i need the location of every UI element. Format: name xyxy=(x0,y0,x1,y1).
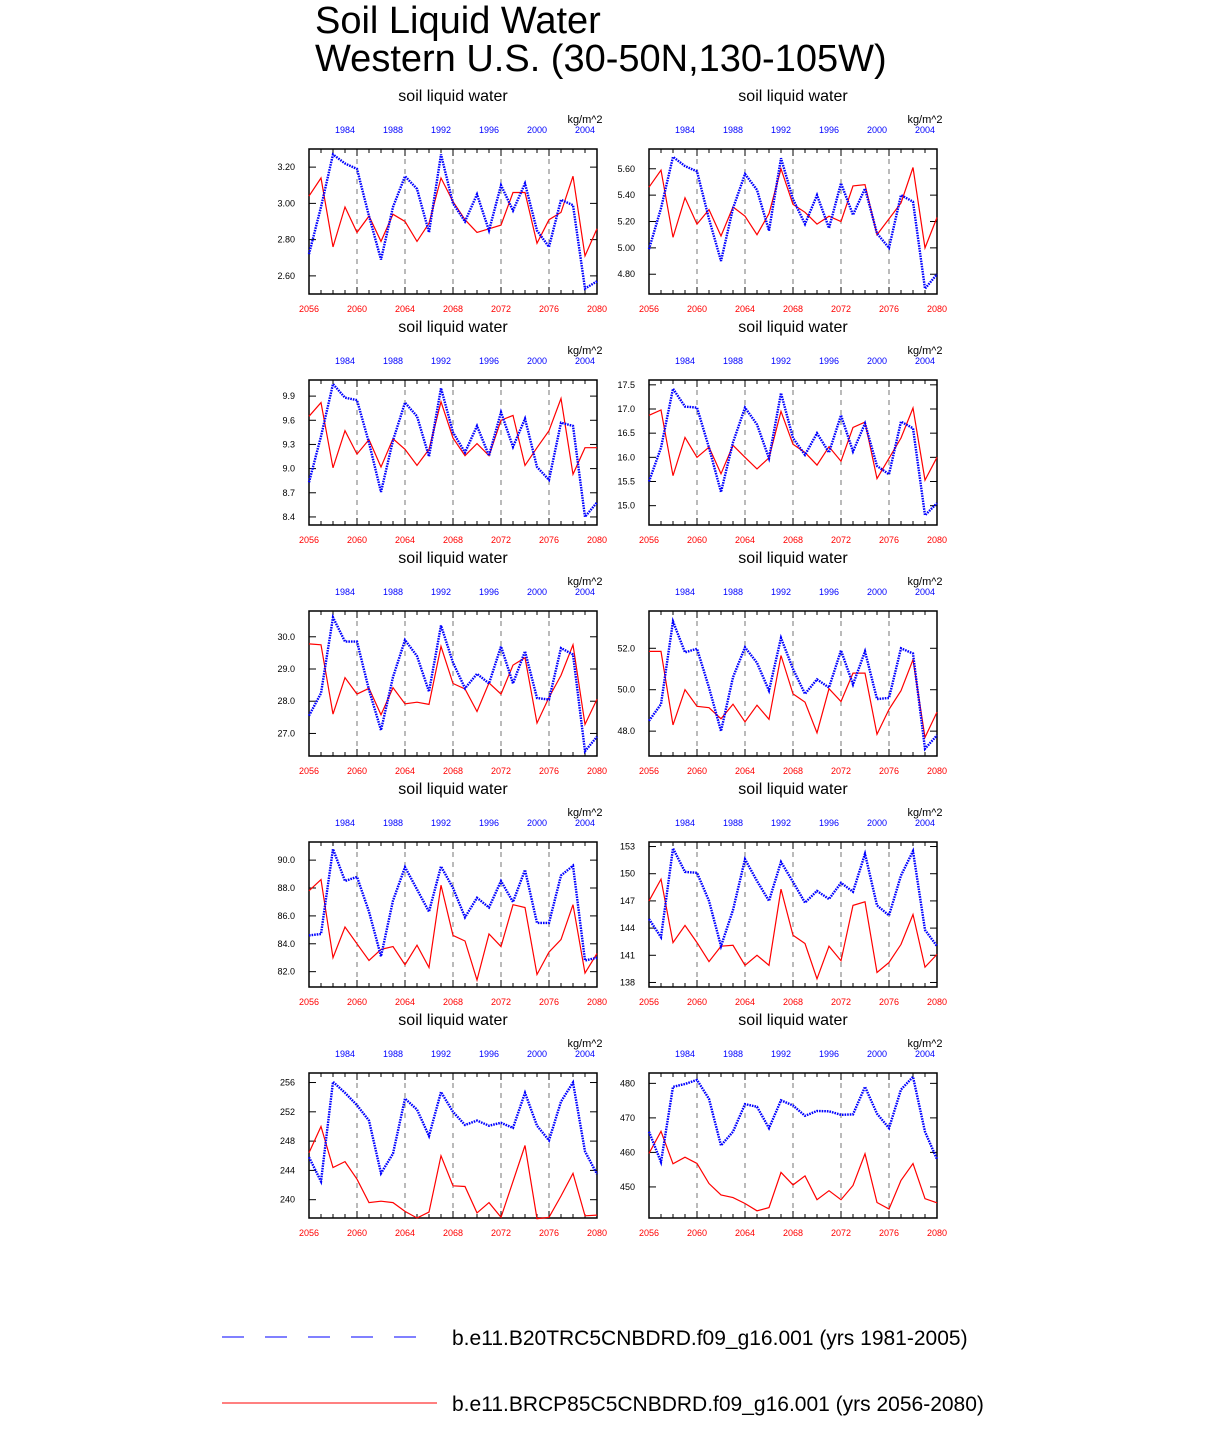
panel-title: soil liquid water xyxy=(398,319,508,336)
y-tick-label: 147 xyxy=(619,895,635,906)
x-tick-label-bottom: 2076 xyxy=(538,997,560,1007)
y-tick-label: 48.0 xyxy=(617,726,635,737)
x-tick-label-top: 1996 xyxy=(818,356,840,366)
x-tick-label-bottom: 2064 xyxy=(394,535,416,545)
x-tick-label-top: 2004 xyxy=(574,587,596,597)
panel-title: soil liquid water xyxy=(738,319,848,336)
x-tick-label-top: 1992 xyxy=(430,818,452,828)
x-tick-label-bottom: 2072 xyxy=(490,535,512,545)
x-tick-label-bottom: 2056 xyxy=(638,997,660,1007)
x-tick-label-top: 1988 xyxy=(382,125,404,135)
legend-label-historical: b.e11.B20TRC5CNBDRD.f09_g16.001 (yrs 1981-2005) xyxy=(452,1327,968,1350)
y-tick-label: 252 xyxy=(279,1106,295,1117)
y-tick-label: 138 xyxy=(619,977,635,988)
x-tick-label-bottom: 2056 xyxy=(638,1228,660,1238)
x-tick-label-bottom: 2068 xyxy=(782,766,804,776)
x-tick-label-top: 1992 xyxy=(430,1049,452,1059)
x-tick-label-bottom: 2068 xyxy=(782,997,804,1007)
x-tick-label-bottom: 2064 xyxy=(734,997,756,1007)
x-tick-label-top: 1984 xyxy=(674,587,696,597)
legend-label-future: b.e11.BRCP85C5CNBDRD.f09_g16.001 (yrs 2056-2080) xyxy=(452,1393,984,1416)
x-tick-label-bottom: 2068 xyxy=(782,304,804,314)
x-tick-label-bottom: 2080 xyxy=(586,535,608,545)
x-tick-label-bottom: 2072 xyxy=(830,1228,852,1238)
x-tick-label-bottom: 2064 xyxy=(734,1228,756,1238)
x-tick-label-top: 2000 xyxy=(526,818,548,828)
x-tick-label-bottom: 2080 xyxy=(586,766,608,776)
x-tick-label-bottom: 2080 xyxy=(586,304,608,314)
x-tick-label-bottom: 2068 xyxy=(442,1228,464,1238)
y-tick-label: 27.0 xyxy=(277,728,295,739)
y-tick-label: 240 xyxy=(279,1194,295,1205)
x-tick-label-top: 1984 xyxy=(674,818,696,828)
units-label: kg/m^2 xyxy=(567,807,603,819)
y-tick-label: 9.3 xyxy=(282,439,295,450)
x-tick-label-top: 2000 xyxy=(526,587,548,597)
x-tick-label-bottom: 2072 xyxy=(490,766,512,776)
y-tick-label: 15.5 xyxy=(617,476,635,487)
panel-title: soil liquid water xyxy=(398,88,508,105)
y-tick-label: 256 xyxy=(279,1077,295,1088)
units-label: kg/m^2 xyxy=(907,345,943,357)
x-tick-label-bottom: 2072 xyxy=(830,997,852,1007)
x-tick-label-top: 2004 xyxy=(914,125,936,135)
x-tick-label-bottom: 2056 xyxy=(638,304,660,314)
y-tick-label: 3.00 xyxy=(277,198,295,209)
x-tick-label-bottom: 2076 xyxy=(878,535,900,545)
x-tick-label-bottom: 2080 xyxy=(926,304,948,314)
x-tick-label-bottom: 2056 xyxy=(298,766,320,776)
y-tick-label: 30.0 xyxy=(277,631,295,642)
y-tick-label: 4.80 xyxy=(617,269,635,280)
x-tick-label-top: 1988 xyxy=(382,356,404,366)
x-tick-label-top: 2004 xyxy=(574,818,596,828)
x-tick-label-bottom: 2060 xyxy=(686,1228,708,1238)
x-tick-label-bottom: 2072 xyxy=(490,304,512,314)
units-label: kg/m^2 xyxy=(567,1038,603,1050)
x-tick-label-bottom: 2068 xyxy=(442,304,464,314)
y-tick-label: 9.9 xyxy=(282,391,295,402)
x-tick-label-bottom: 2060 xyxy=(346,1228,368,1238)
x-tick-label-bottom: 2068 xyxy=(442,535,464,545)
x-tick-label-top: 2000 xyxy=(866,125,888,135)
y-tick-label: 5.60 xyxy=(617,163,635,174)
x-tick-label-top: 1996 xyxy=(818,125,840,135)
x-tick-label-bottom: 2064 xyxy=(394,304,416,314)
x-tick-label-bottom: 2076 xyxy=(878,997,900,1007)
x-tick-label-bottom: 2056 xyxy=(298,304,320,314)
x-tick-label-bottom: 2064 xyxy=(394,766,416,776)
x-tick-label-bottom: 2076 xyxy=(538,766,560,776)
x-tick-label-top: 2004 xyxy=(914,1049,936,1059)
y-tick-label: 3.20 xyxy=(277,162,295,173)
x-tick-label-top: 2000 xyxy=(866,1049,888,1059)
x-tick-label-top: 1996 xyxy=(818,587,840,597)
y-tick-label: 52.0 xyxy=(617,643,635,654)
x-tick-label-top: 1996 xyxy=(478,1049,500,1059)
y-tick-label: 5.40 xyxy=(617,190,635,201)
y-tick-label: 150 xyxy=(619,868,635,879)
y-tick-label: 8.4 xyxy=(282,511,295,522)
units-label: kg/m^2 xyxy=(907,576,943,588)
x-tick-label-top: 1992 xyxy=(430,356,452,366)
x-tick-label-top: 2004 xyxy=(574,356,596,366)
x-tick-label-bottom: 2060 xyxy=(346,766,368,776)
units-label: kg/m^2 xyxy=(567,114,603,126)
x-tick-label-top: 1996 xyxy=(818,1049,840,1059)
x-tick-label-top: 1988 xyxy=(382,1049,404,1059)
x-tick-label-top: 1992 xyxy=(770,818,792,828)
x-tick-label-bottom: 2068 xyxy=(782,535,804,545)
y-tick-label: 244 xyxy=(279,1165,295,1176)
x-tick-label-top: 1984 xyxy=(674,1049,696,1059)
x-tick-label-bottom: 2060 xyxy=(686,997,708,1007)
units-label: kg/m^2 xyxy=(907,807,943,819)
x-tick-label-top: 2000 xyxy=(866,356,888,366)
y-tick-label: 460 xyxy=(619,1147,635,1158)
y-tick-label: 90.0 xyxy=(277,855,295,866)
x-tick-label-top: 1992 xyxy=(770,125,792,135)
panel-title: soil liquid water xyxy=(398,550,508,567)
x-tick-label-top: 1992 xyxy=(770,356,792,366)
units-label: kg/m^2 xyxy=(907,1038,943,1050)
x-tick-label-top: 2004 xyxy=(914,356,936,366)
x-tick-label-bottom: 2068 xyxy=(442,766,464,776)
panel-title: soil liquid water xyxy=(738,550,848,567)
y-tick-label: 144 xyxy=(619,923,635,934)
x-tick-label-bottom: 2064 xyxy=(734,304,756,314)
y-tick-label: 2.60 xyxy=(277,270,295,281)
x-tick-label-bottom: 2080 xyxy=(586,1228,608,1238)
x-tick-label-top: 2004 xyxy=(574,1049,596,1059)
x-tick-label-bottom: 2056 xyxy=(298,535,320,545)
y-tick-label: 86.0 xyxy=(277,910,295,921)
x-tick-label-bottom: 2076 xyxy=(538,304,560,314)
x-tick-label-top: 1996 xyxy=(478,587,500,597)
x-tick-label-bottom: 2080 xyxy=(926,535,948,545)
x-tick-label-bottom: 2064 xyxy=(734,766,756,776)
panel-title: soil liquid water xyxy=(738,781,848,798)
y-tick-label: 88.0 xyxy=(277,883,295,894)
x-tick-label-top: 1984 xyxy=(334,125,356,135)
x-tick-label-bottom: 2076 xyxy=(538,1228,560,1238)
x-tick-label-bottom: 2080 xyxy=(926,766,948,776)
x-tick-label-top: 1996 xyxy=(478,125,500,135)
x-tick-label-top: 1984 xyxy=(674,356,696,366)
y-tick-label: 450 xyxy=(619,1181,635,1192)
x-tick-label-top: 1984 xyxy=(334,356,356,366)
x-tick-label-top: 2000 xyxy=(526,1049,548,1059)
y-tick-label: 17.0 xyxy=(617,404,635,414)
x-tick-label-top: 2000 xyxy=(866,587,888,597)
x-tick-label-bottom: 2072 xyxy=(830,535,852,545)
y-tick-label: 248 xyxy=(279,1136,295,1147)
y-tick-label: 82.0 xyxy=(277,966,295,977)
x-tick-label-bottom: 2060 xyxy=(686,304,708,314)
x-tick-label-top: 1988 xyxy=(722,356,744,366)
y-tick-label: 480 xyxy=(619,1078,635,1089)
units-label: kg/m^2 xyxy=(567,576,603,588)
x-tick-label-top: 2000 xyxy=(526,125,548,135)
x-tick-label-bottom: 2072 xyxy=(830,304,852,314)
panel-title: soil liquid water xyxy=(738,1012,848,1029)
x-tick-label-bottom: 2068 xyxy=(442,997,464,1007)
y-tick-label: 28.0 xyxy=(277,696,295,707)
x-tick-label-top: 1992 xyxy=(430,587,452,597)
x-tick-label-bottom: 2064 xyxy=(394,997,416,1007)
x-tick-label-top: 1988 xyxy=(382,587,404,597)
x-tick-label-bottom: 2060 xyxy=(346,304,368,314)
x-tick-label-top: 2004 xyxy=(914,587,936,597)
y-tick-label: 141 xyxy=(619,950,635,961)
x-tick-label-top: 1984 xyxy=(674,125,696,135)
x-tick-label-bottom: 2080 xyxy=(586,997,608,1007)
x-tick-label-bottom: 2076 xyxy=(538,535,560,545)
x-tick-label-bottom: 2060 xyxy=(346,997,368,1007)
x-tick-label-top: 1996 xyxy=(478,818,500,828)
x-tick-label-bottom: 2056 xyxy=(298,997,320,1007)
x-tick-label-bottom: 2060 xyxy=(686,766,708,776)
y-tick-label: 470 xyxy=(619,1112,635,1123)
panel-title: soil liquid water xyxy=(738,88,848,105)
panel-title: soil liquid water xyxy=(398,781,508,798)
x-tick-label-bottom: 2080 xyxy=(926,997,948,1007)
x-tick-label-bottom: 2076 xyxy=(878,766,900,776)
y-tick-label: 50.0 xyxy=(617,684,635,695)
y-tick-label: 5.20 xyxy=(617,216,635,227)
panel-title: soil liquid water xyxy=(398,1012,508,1029)
y-tick-label: 153 xyxy=(619,841,635,852)
x-tick-label-top: 2004 xyxy=(574,125,596,135)
title-line-2: Western U.S. (30-50N,130-105W) xyxy=(315,38,887,80)
x-tick-label-bottom: 2068 xyxy=(782,1228,804,1238)
x-tick-label-bottom: 2072 xyxy=(830,766,852,776)
x-tick-label-bottom: 2056 xyxy=(638,535,660,545)
x-tick-label-top: 1984 xyxy=(334,818,356,828)
x-tick-label-top: 1992 xyxy=(430,125,452,135)
x-tick-label-top: 2000 xyxy=(866,818,888,828)
units-label: kg/m^2 xyxy=(907,114,943,126)
y-tick-label: 84.0 xyxy=(277,938,295,949)
x-tick-label-top: 1992 xyxy=(770,587,792,597)
x-tick-label-top: 1988 xyxy=(722,1049,744,1059)
units-label: kg/m^2 xyxy=(567,345,603,357)
x-tick-label-bottom: 2072 xyxy=(490,1228,512,1238)
x-tick-label-top: 1984 xyxy=(334,1049,356,1059)
y-tick-label: 9.0 xyxy=(282,463,295,474)
x-tick-label-bottom: 2056 xyxy=(638,766,660,776)
x-tick-label-top: 1996 xyxy=(818,818,840,828)
y-tick-label: 5.00 xyxy=(617,242,635,253)
y-tick-label: 29.0 xyxy=(277,664,295,674)
x-tick-label-bottom: 2060 xyxy=(686,535,708,545)
x-tick-label-top: 1988 xyxy=(382,818,404,828)
y-tick-label: 2.80 xyxy=(277,234,295,245)
x-tick-label-bottom: 2080 xyxy=(926,1228,948,1238)
y-tick-label: 9.6 xyxy=(282,415,295,426)
x-tick-label-top: 1984 xyxy=(334,587,356,597)
x-tick-label-top: 1988 xyxy=(722,818,744,828)
x-tick-label-bottom: 2076 xyxy=(878,304,900,314)
y-tick-label: 16.0 xyxy=(617,452,635,463)
y-tick-label: 15.0 xyxy=(617,500,635,511)
x-tick-label-bottom: 2060 xyxy=(346,535,368,545)
x-tick-label-bottom: 2072 xyxy=(490,997,512,1007)
x-tick-label-top: 1992 xyxy=(770,1049,792,1059)
x-tick-label-top: 1996 xyxy=(478,356,500,366)
x-tick-label-bottom: 2064 xyxy=(734,535,756,545)
y-tick-label: 17.5 xyxy=(617,379,635,390)
y-tick-label: 16.5 xyxy=(617,428,635,439)
x-tick-label-bottom: 2064 xyxy=(394,1228,416,1238)
x-tick-label-bottom: 2076 xyxy=(878,1228,900,1238)
x-tick-label-bottom: 2056 xyxy=(298,1228,320,1238)
x-tick-label-top: 1988 xyxy=(722,587,744,597)
x-tick-label-top: 1988 xyxy=(722,125,744,135)
title-line-1: Soil Liquid Water xyxy=(315,0,601,42)
y-tick-label: 8.7 xyxy=(282,487,295,498)
x-tick-label-top: 2000 xyxy=(526,356,548,366)
x-tick-label-top: 2004 xyxy=(914,818,936,828)
